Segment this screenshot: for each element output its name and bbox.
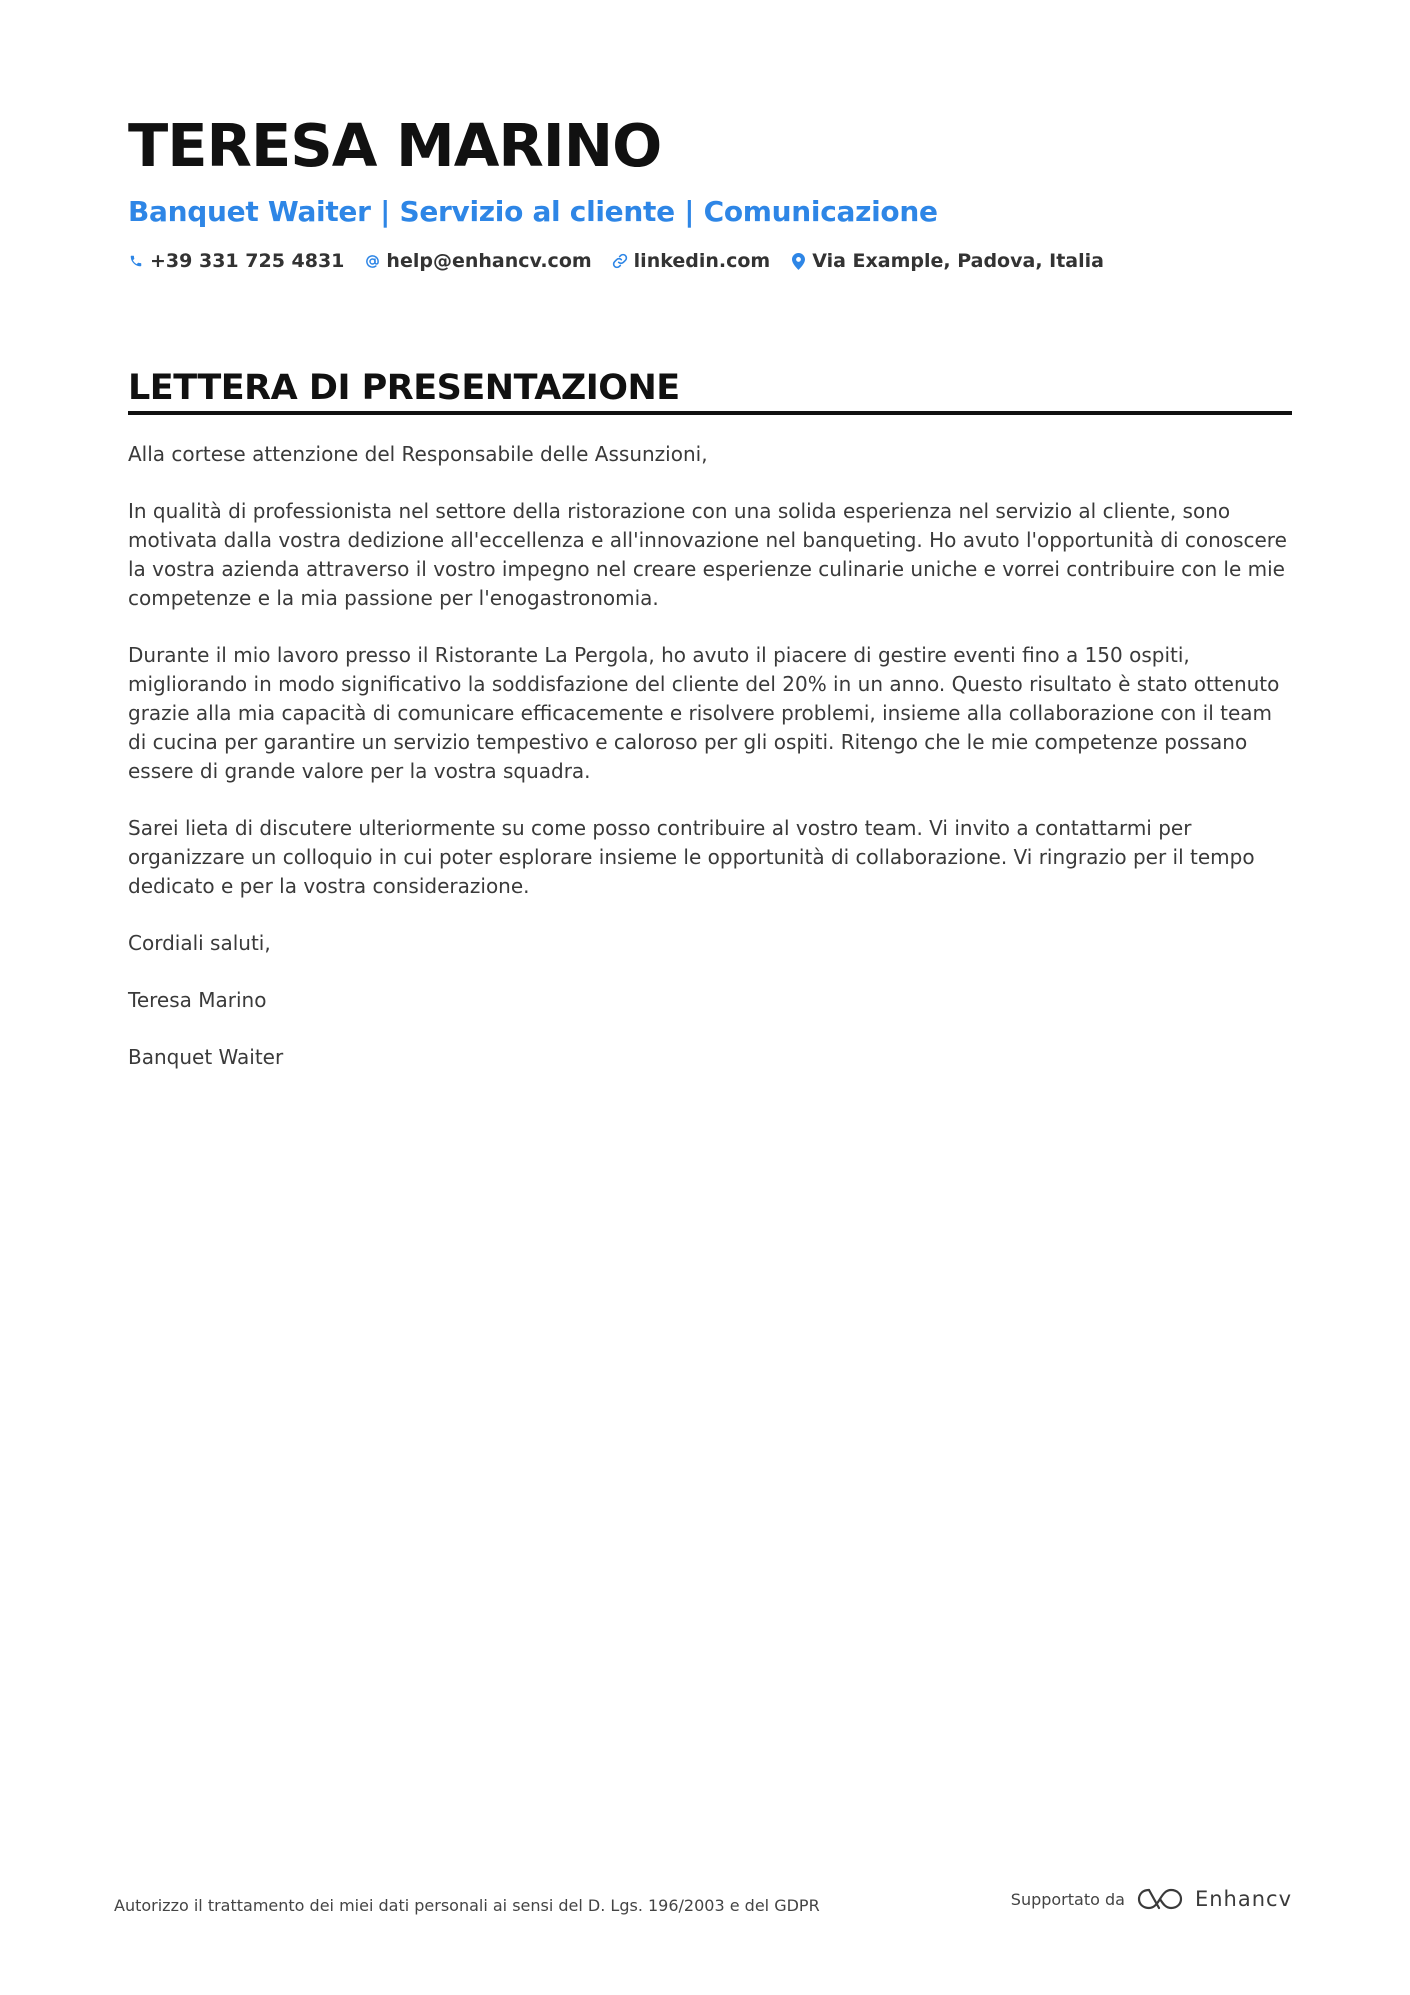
- powered-by[interactable]: [1011, 1886, 1292, 1912]
- contact-location-text: Via Example, Padova, Italia: [812, 250, 1104, 272]
- letter-paragraph: Durante il mio lavoro presso il Ristorante La Pergola, ho avuto il piacere di gestire eventi fino a 150 ospiti, migliorando in modo significativo la soddisfazione del cliente del 20% in un anno. Questo risultato è stato ottenuto grazie alla mia capacità di comunicare efficacemente e risolvere problemi, insieme alla collaborazione con il team di cucina per garantire un servizio tempestivo e caloroso per gli ospiti. Ritengo che le mie competenze possano essere di grande valore per la vostra squadra.: [128, 643, 1280, 783]
- signature-title: Banquet Waiter: [128, 1045, 284, 1069]
- candidate-name: TERESA MARINO: [128, 111, 662, 180]
- supported-by-label: Supportato da: [1010, 1889, 1125, 1909]
- location-pin-icon: [790, 252, 806, 270]
- header: [128, 108, 1292, 276]
- contact-location: [790, 250, 1104, 272]
- contact-linkedin[interactable]: [612, 250, 771, 272]
- letter-paragraph: In qualità di professionista nel settore della ristorazione con una solida esperienza nel servizio al cliente, sono motivata dalla vostra dedizione all'eccellenza e all'innovazione nel banqueting. Ho avuto l'opportunità di conoscere la vostra azienda attraverso il vostro impegno nel creare esperienze culinarie uniche e vorrei contribuire con le mie competenze e la mia passione per l'enogastronomia.: [128, 499, 1287, 610]
- contact-linkedin-text: linkedin.com: [633, 250, 771, 272]
- contact-phone-text: +39 331 725 4831: [150, 250, 345, 272]
- letter-body: [128, 440, 1292, 1100]
- contact-email[interactable]: [364, 250, 591, 272]
- signature-name: Teresa Marino: [128, 988, 267, 1012]
- consent-note: Autorizzo il trattamento dei miei dati personali ai sensi del D. Lgs. 196/2003 e del GDPR: [114, 1896, 820, 1915]
- letter-closing: Cordiali saluti,: [128, 931, 271, 955]
- letter-paragraph: Sarei lieta di discutere ulteriormente su come posso contribuire al vostro team. Vi invito a contattarmi per organizzare un colloquio in cui poter esplorare insieme le opportunità di collaborazione. Vi ringrazio per il tempo dedicato e per la vostra considerazione.: [128, 816, 1255, 898]
- phone-icon: [128, 252, 144, 270]
- letter-greeting: Alla cortese attenzione del Responsabile delle Assunzioni,: [128, 442, 708, 466]
- enhancv-logo-icon: [1137, 1886, 1183, 1912]
- section-divider: [128, 411, 1292, 415]
- contact-info: [128, 246, 1292, 276]
- brand-name: Enhancv: [1194, 1887, 1292, 1911]
- section-title: LETTERA DI PRESENTAZIONE: [128, 368, 680, 408]
- candidate-headline: Banquet Waiter | Servizio al cliente | Comunicazione: [128, 195, 938, 228]
- contact-phone[interactable]: [128, 250, 344, 272]
- link-icon: [612, 252, 628, 270]
- contact-email-text: help@enhancv.com: [386, 250, 592, 272]
- at-icon: [364, 252, 380, 270]
